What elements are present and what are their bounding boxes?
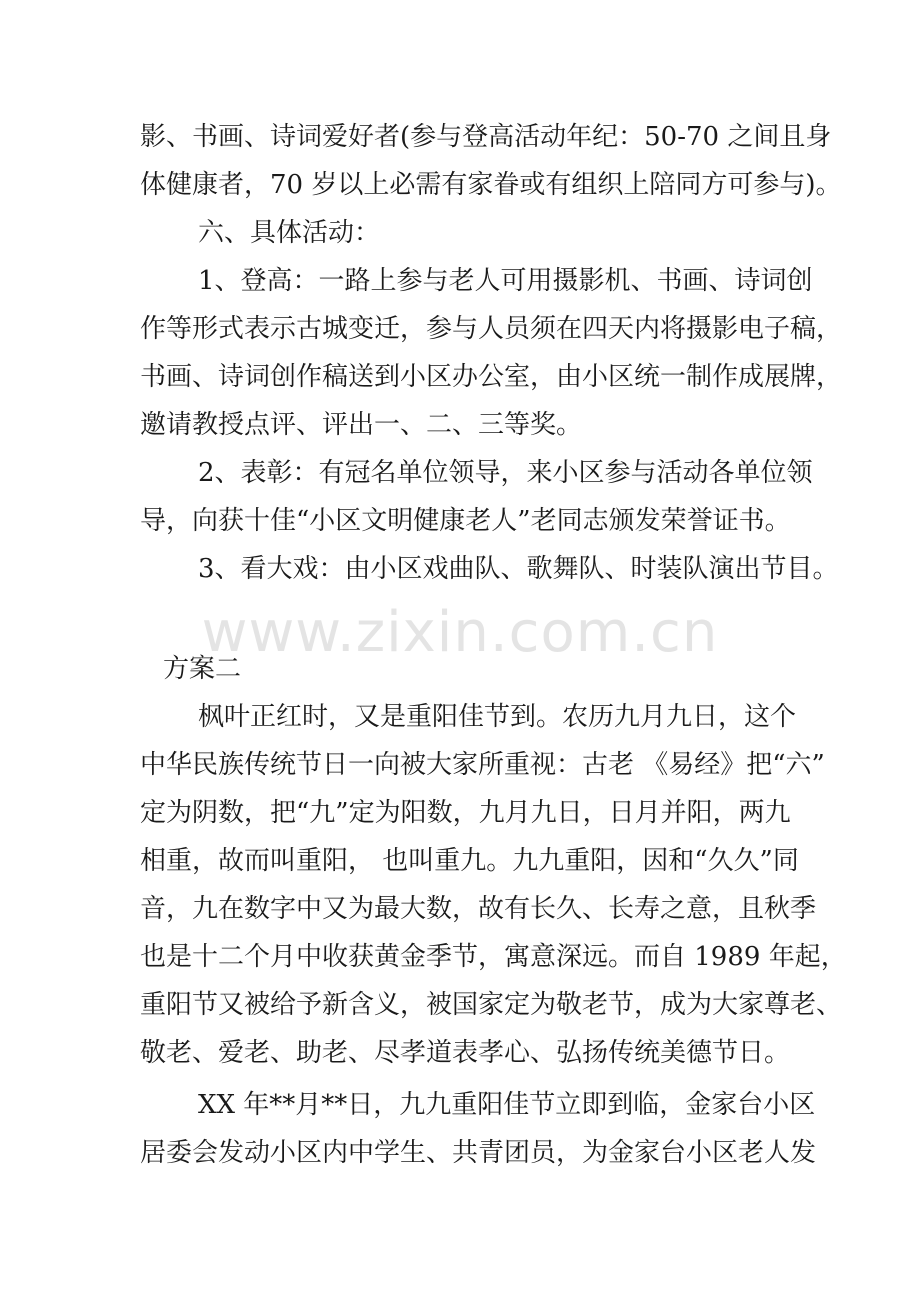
- plan-title: 方案二: [163, 654, 242, 684]
- paragraph-line: 相重，故而叫重阳， 也叫重九。九九重阳，因和“久久”同: [140, 846, 799, 876]
- list-item-3: 3、看大戏：由小区戏曲队、歌舞队、时装队演出节目。: [198, 554, 839, 584]
- paragraph-line: 音，九在数字中又为最大数，故有长久、长寿之意，且秋季: [140, 894, 817, 924]
- watermark: www.zixin.com.cn: [201, 600, 719, 665]
- paragraph-line: 影、书画、诗词爱好者(参与登高活动年纪：50-70 之间且身: [140, 122, 832, 152]
- list-item-1: 1、登高：一路上参与老人可用摄影机、书画、诗词创: [198, 266, 813, 296]
- paragraph-line: 作等形式表示古城变迁，参与人员须在四天内将摄影电子稿，: [140, 314, 843, 344]
- paragraph-line: XX 年**月**日，九九重阳佳节立即到临，金家台小区: [198, 1090, 816, 1120]
- paragraph-line: 枫叶正红时，又是重阳佳节到。农历九月九日，这个: [198, 702, 797, 732]
- section-heading: 六、具体活动：: [198, 218, 381, 248]
- paragraph-line: 导，向获十佳“小区文明健康老人”老同志颁发荣誉证书。: [140, 506, 791, 536]
- list-item-2: 2、表彰：有冠名单位领导，来小区参与活动各单位领: [198, 458, 813, 488]
- paragraph-line: 中华民族传统节日一向被大家所重视：古老 《易经》把“六”: [140, 750, 825, 780]
- paragraph-line: 重阳节又被给予新含义，被国家定为敬老节，成为大家尊老、: [140, 990, 843, 1020]
- paragraph-line: 邀请教授点评、评出一、二、三等奖。: [140, 410, 583, 440]
- paragraph-line: 书画、诗词创作稿送到小区办公室，由小区统一制作成展牌，: [140, 362, 843, 392]
- paragraph-line: 也是十二个月中收获黄金季节，寓意深远。而自 1989 年起，: [140, 942, 847, 972]
- paragraph-line: 敬老、爱老、助老、尽孝道表孝心、弘扬传统美德节日。: [140, 1038, 791, 1068]
- paragraph-line: 体健康者，70 岁以上必需有家眷或有组织上陪同方可参与)。: [140, 170, 842, 200]
- paragraph-line: 居委会发动小区内中学生、共青团员，为金家台小区老人发: [140, 1138, 817, 1168]
- paragraph-line: 定为阴数，把“九”定为阳数，九月九日，日月并阳，两九: [140, 798, 791, 828]
